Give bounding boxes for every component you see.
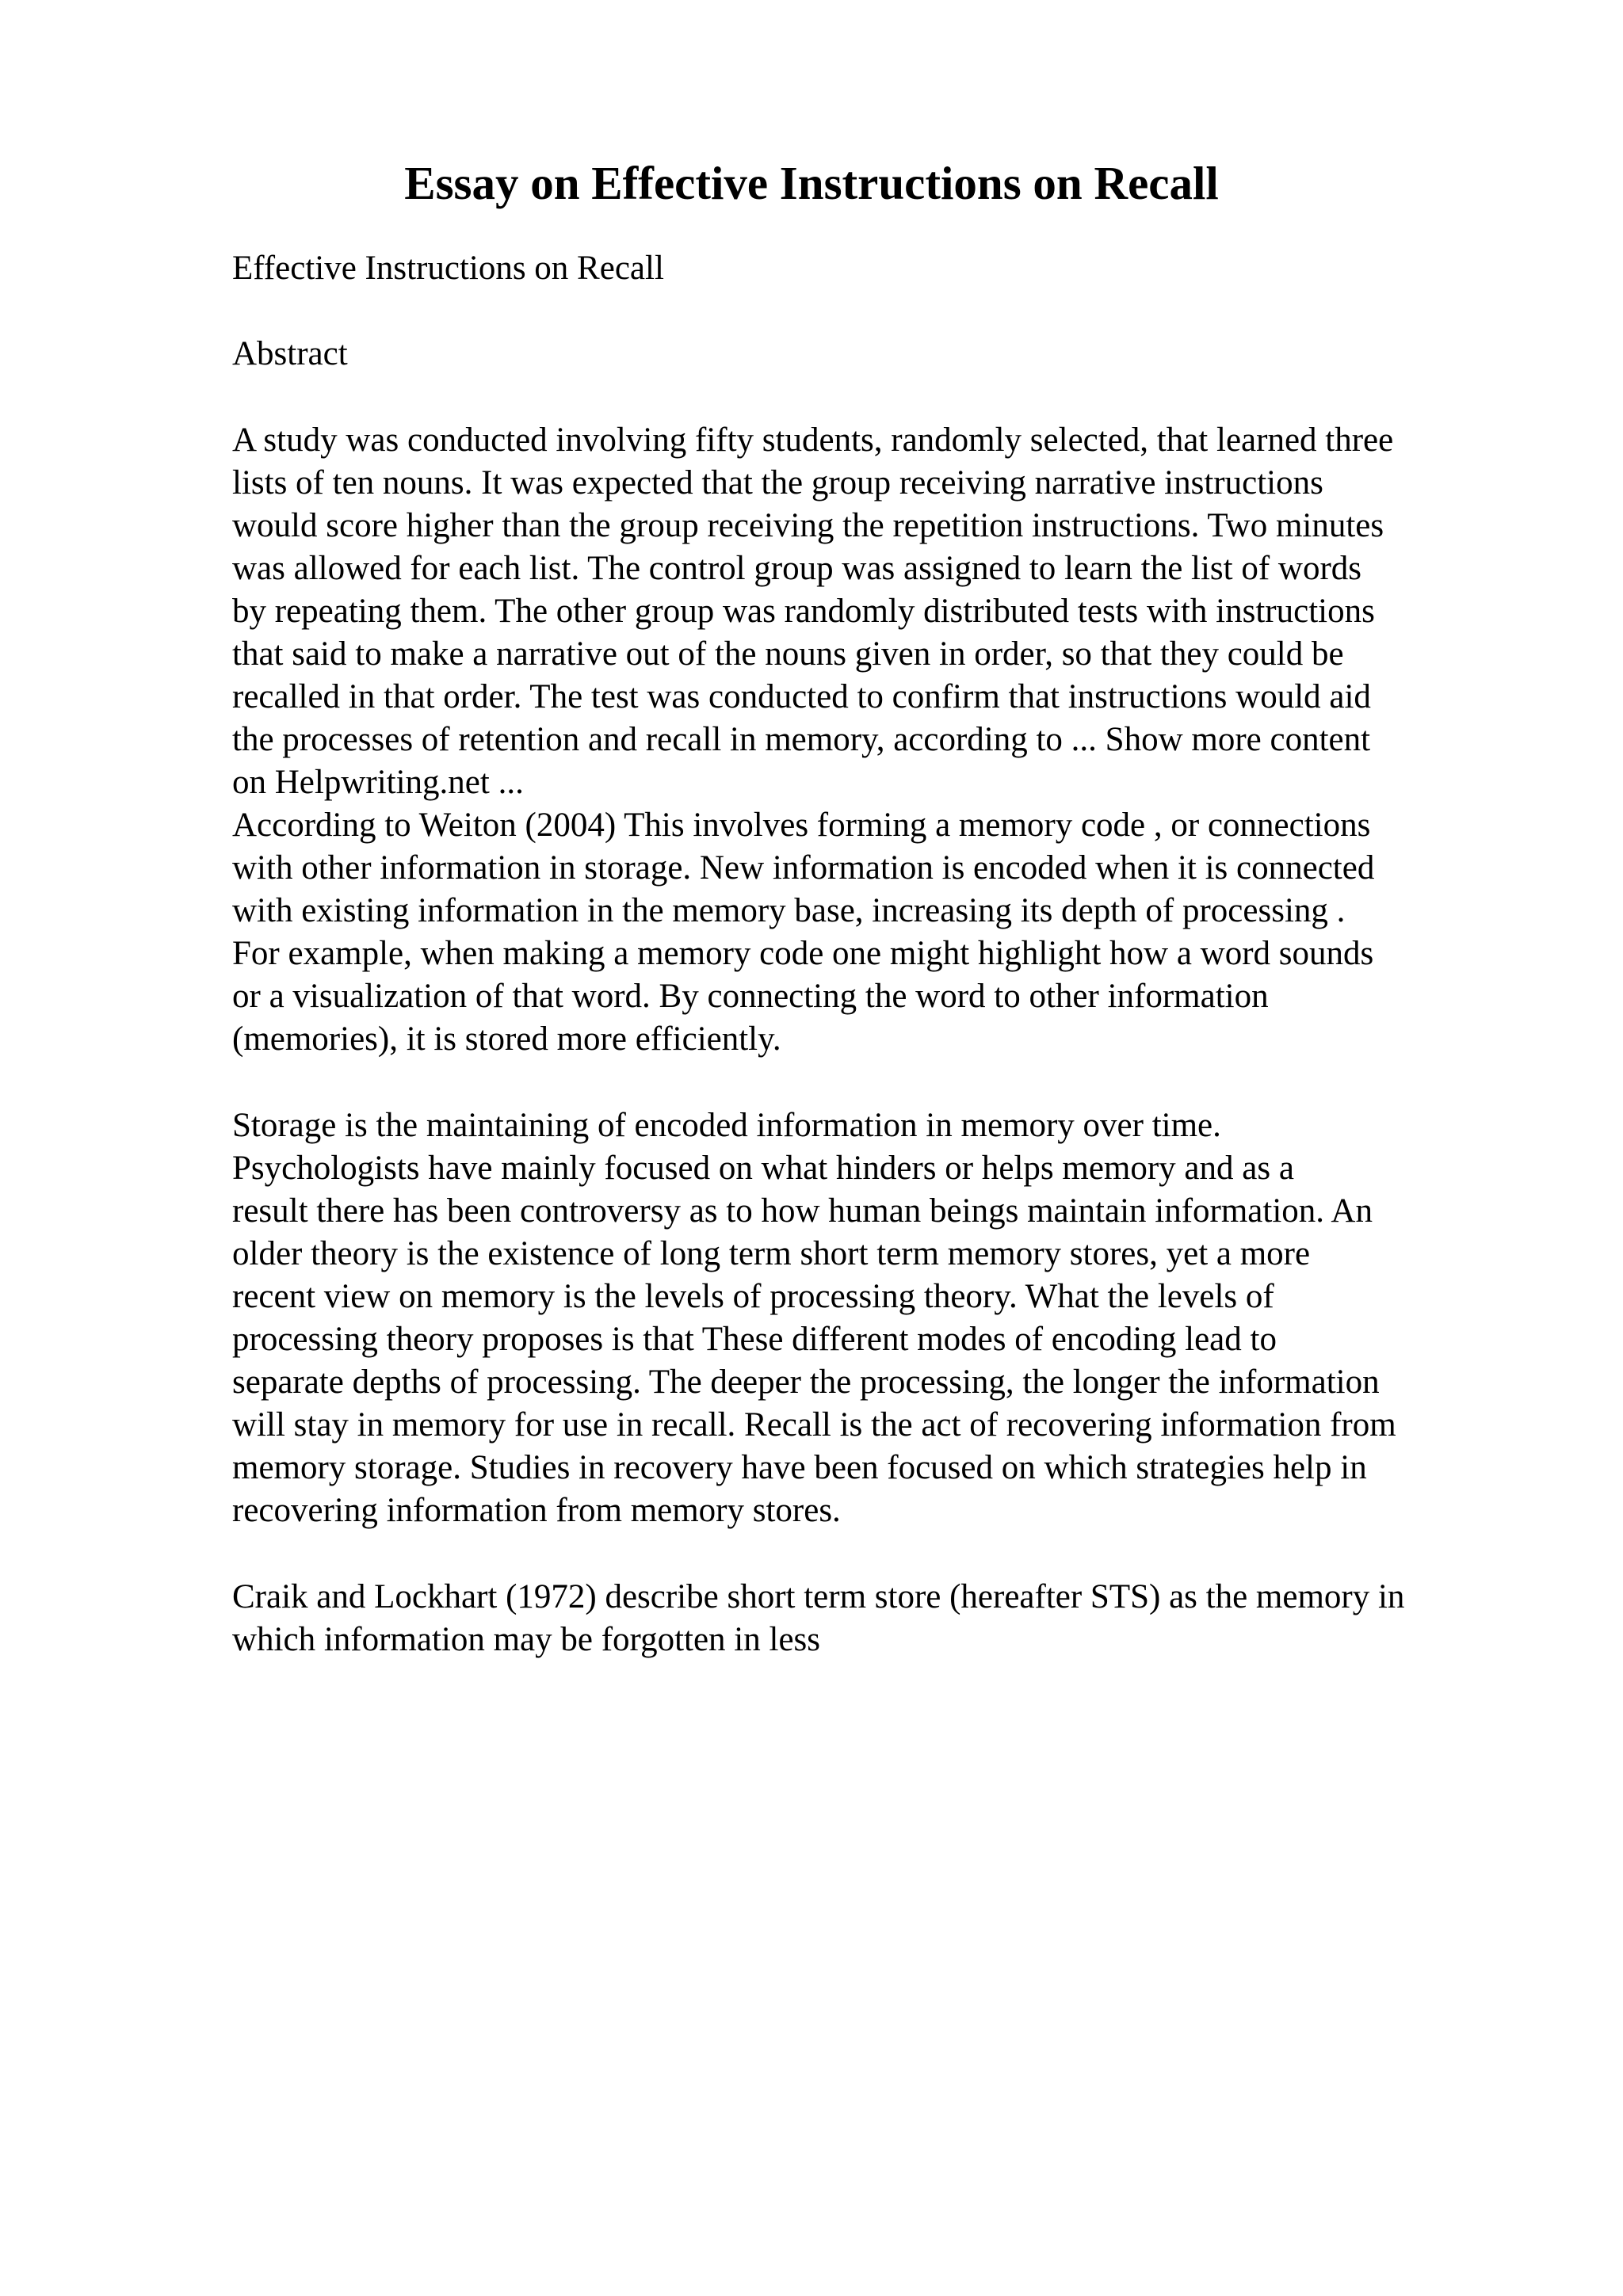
text-line: lists of ten nouns. It was expected that the group receiving narrative instructions (232, 464, 1323, 502)
text-line: memory storage. Studies in recovery have been focused on which strategies help in (232, 1449, 1367, 1486)
text-line: that said to make a narrative out of the nouns given in order, so that they could be (232, 635, 1344, 673)
text-line: will stay in memory for use in recall. Recall is the act of recovering information from (232, 1406, 1396, 1444)
text-line: the processes of retention and recall in memory, according to ... Show more content (232, 721, 1371, 758)
text-line: would score higher than the group receiving the repetition instructions. Two minutes (232, 507, 1384, 544)
text-line: recovering information from memory stores. (232, 1492, 841, 1529)
text-line: older theory is the existence of long term short term memory stores, yet a more (232, 1235, 1311, 1272)
text-line: or a visualization of that word. By connecting the word to other information (232, 978, 1269, 1015)
text-line: For example, when making a memory code one might highlight how a word sounds (232, 935, 1374, 972)
text-line: with existing information in the memory base, increasing its depth of processing . (232, 892, 1346, 929)
text-line: recent view on memory is the levels of processing theory. What the levels of (232, 1278, 1274, 1315)
text-line: was allowed for each list. The control group was assigned to learn the list of words (232, 550, 1362, 587)
text-line: which information may be forgotten in less (232, 1621, 821, 1658)
text-line: Psychologists have mainly focused on what hinders or helps memory and as a (232, 1150, 1294, 1187)
text-line: separate depths of processing. The deeper the processing, the longer the information (232, 1363, 1380, 1401)
text-line: A study was conducted involving fifty students, randomly selected, that learned three (232, 421, 1394, 459)
document-subtitle: Effective Instructions on Recall (232, 250, 664, 287)
text-line: Storage is the maintaining of encoded information in memory over time. (232, 1107, 1221, 1144)
text-line: by repeating them. The other group was randomly distributed tests with instructions (232, 593, 1375, 630)
text-line: Craik and Lockhart (1972) describe short term store (hereafter STS) as the memory in (232, 1578, 1405, 1615)
abstract-heading: Abstract (232, 335, 348, 372)
text-line: processing theory proposes is that These different modes of encoding lead to (232, 1321, 1277, 1358)
text-line: on Helpwriting.net ... (232, 764, 524, 801)
document-title: Essay on Effective Instructions on Recall (404, 157, 1219, 209)
text-line: result there has been controversy as to how human beings maintain information. An (232, 1192, 1373, 1230)
text-line: (memories), it is stored more efficiently. (232, 1020, 781, 1058)
text-line: recalled in that order. The test was conducted to confirm that instructions would aid (232, 678, 1371, 715)
text-line: According to Weiton (2004) This involves forming a memory code , or connections (232, 807, 1371, 844)
text-line: with other information in storage. New information is encoded when it is connected (232, 849, 1375, 887)
